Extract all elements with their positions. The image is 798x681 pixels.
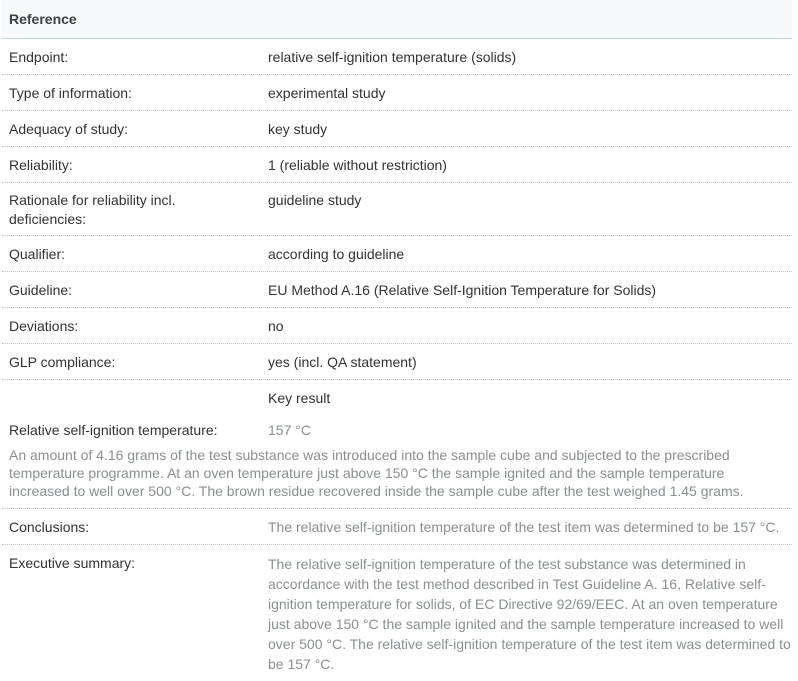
row-guideline bbox=[2, 272, 792, 308]
row-value: The relative self-ignition temperature of the test item was determined to be 157 °C. bbox=[268, 519, 780, 535]
row-adequacy bbox=[2, 111, 792, 147]
row-value: The relative self-ignition temperature of the test substance was determined in accordance with the test method described in Test Guideline A. 16, Relative self-ignition temperature for solids, of EC Directive 92/69/EEC. At an oven temperature just above 150 °C the sample ignited and the sample temperature increased to well over 500 °C. The relative self-ignition temperature of the test item was determined to be 157 °C. bbox=[268, 556, 791, 672]
row-label: Endpoint: bbox=[9, 49, 69, 65]
row-value: relative self-ignition temperature (solids) bbox=[268, 49, 517, 65]
row-deviations bbox=[2, 308, 792, 344]
reference-panel bbox=[2, 0, 792, 681]
row-label: Type of information: bbox=[9, 85, 132, 101]
row-value: experimental study bbox=[268, 85, 386, 101]
row-glp-compliance bbox=[2, 344, 792, 380]
row-qualifier bbox=[2, 236, 792, 272]
row-endpoint bbox=[2, 39, 792, 75]
row-value: key study bbox=[268, 121, 328, 137]
row-value: 157 °C bbox=[268, 422, 311, 438]
row-value: EU Method A.16 (Relative Self-Ignition Temperature for Solids) bbox=[268, 282, 657, 298]
row-label: GLP compliance: bbox=[9, 354, 116, 370]
row-type-of-information bbox=[2, 75, 792, 111]
row-label: Conclusions: bbox=[9, 519, 90, 535]
result-details: An amount of 4.16 grams of the test substance was introduced into the sample cube and subjected to the prescribed temperature programme. At an oven temperature just above 150 °C the sample ignited and the sample temperature increased to well over 500 °C. The brown residue recovered inside the sample cube after the test weighed 1.45 grams. bbox=[2, 446, 792, 509]
row-self-ignition-temperature bbox=[2, 415, 792, 446]
row-label: Adequacy of study: bbox=[9, 121, 129, 137]
key-result-heading: Key result bbox=[268, 390, 331, 406]
key-result-header bbox=[2, 380, 792, 415]
row-value: according to guideline bbox=[268, 246, 405, 262]
row-label: Qualifier: bbox=[9, 246, 66, 262]
row-value: yes (incl. QA statement) bbox=[268, 354, 417, 370]
row-value: 1 (reliable without restriction) bbox=[268, 157, 447, 173]
section-title: Reference bbox=[2, 0, 792, 39]
row-label: Relative self-ignition temperature: bbox=[9, 422, 218, 438]
row-label: Executive summary: bbox=[9, 555, 136, 571]
row-executive-summary bbox=[2, 545, 792, 681]
row-conclusions bbox=[2, 509, 792, 545]
row-value: no bbox=[268, 318, 284, 334]
row-label: Deviations: bbox=[9, 318, 79, 334]
row-value: guideline study bbox=[268, 192, 362, 208]
row-label: Rationale for reliability incl. deficiencies: bbox=[9, 192, 176, 227]
row-label: Reliability: bbox=[9, 157, 73, 173]
row-reliability bbox=[2, 147, 792, 183]
row-label: Guideline: bbox=[9, 282, 73, 298]
row-rationale bbox=[2, 183, 792, 236]
